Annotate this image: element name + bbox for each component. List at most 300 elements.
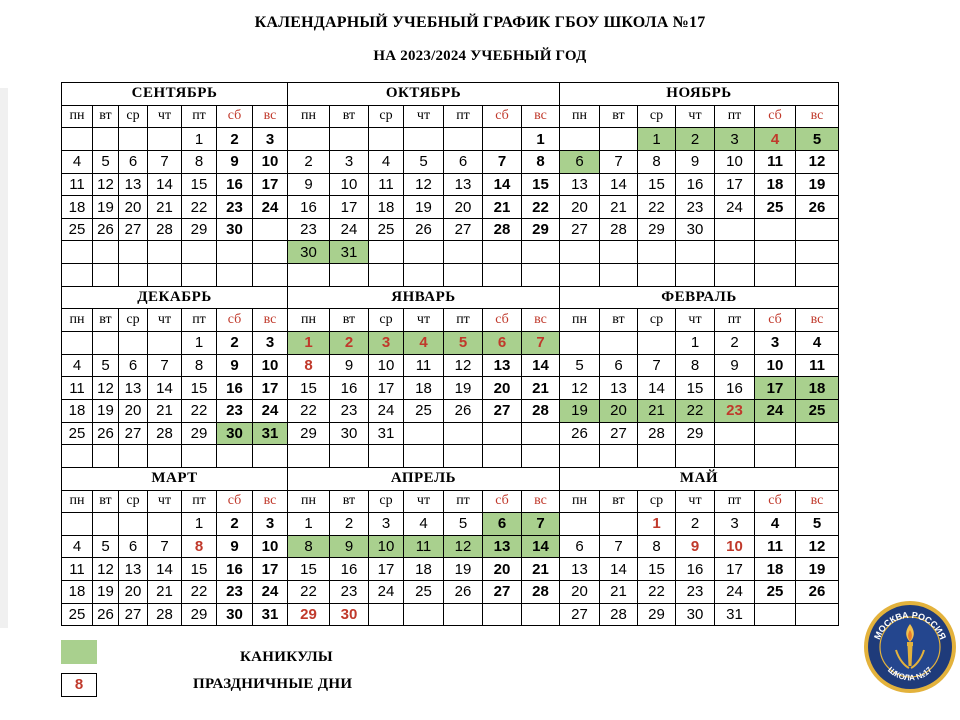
weekday-header: пн xyxy=(288,490,330,513)
day-cell: 14 xyxy=(638,377,676,400)
day-cell: 24 xyxy=(369,581,404,604)
day-cell: 7 xyxy=(522,332,560,355)
weekday-header: пт xyxy=(182,490,217,513)
empty-day-cell xyxy=(715,218,755,241)
day-cell: 14 xyxy=(600,173,638,196)
empty-day-cell xyxy=(444,128,483,151)
day-cell: 16 xyxy=(330,558,369,581)
day-cell: 5 xyxy=(560,354,600,377)
day-cell: 15 xyxy=(638,558,676,581)
empty-day-cell xyxy=(330,445,369,468)
empty-day-cell xyxy=(148,128,182,151)
empty-day-cell xyxy=(62,264,93,287)
day-cell: 26 xyxy=(560,422,600,445)
day-cell: 24 xyxy=(330,218,369,241)
day-cell: 25 xyxy=(755,581,796,604)
day-cell: 19 xyxy=(93,399,119,422)
day-cell: 13 xyxy=(119,377,148,400)
day-cell: 12 xyxy=(796,150,839,173)
day-cell: 21 xyxy=(600,196,638,219)
empty-day-cell xyxy=(676,445,715,468)
day-cell: 18 xyxy=(755,558,796,581)
day-cell: 31 xyxy=(253,603,288,626)
empty-day-cell xyxy=(62,241,93,264)
day-cell: 1 xyxy=(288,513,330,536)
day-cell: 9 xyxy=(217,354,253,377)
empty-day-cell xyxy=(330,128,369,151)
day-cell: 11 xyxy=(62,377,93,400)
day-cell: 22 xyxy=(288,399,330,422)
empty-day-cell xyxy=(62,445,93,468)
empty-day-cell xyxy=(119,264,148,287)
empty-day-cell xyxy=(93,128,119,151)
page-edge xyxy=(0,88,8,628)
empty-day-cell xyxy=(796,241,839,264)
weekday-header: ср xyxy=(119,309,148,332)
empty-day-cell xyxy=(444,241,483,264)
day-cell: 20 xyxy=(560,196,600,219)
day-cell: 21 xyxy=(600,581,638,604)
day-cell: 15 xyxy=(522,173,560,196)
month-name: ЯНВАРЬ xyxy=(288,286,560,309)
day-cell: 15 xyxy=(638,173,676,196)
empty-day-cell xyxy=(600,264,638,287)
day-cell: 7 xyxy=(638,354,676,377)
day-cell: 23 xyxy=(217,581,253,604)
day-cell: 27 xyxy=(444,218,483,241)
empty-day-cell xyxy=(62,332,93,355)
day-cell: 18 xyxy=(62,196,93,219)
day-cell: 19 xyxy=(796,558,839,581)
page-title: КАЛЕНДАРНЫЙ УЧЕБНЫЙ ГРАФИК ГБОУ ШКОЛА №17 xyxy=(254,14,706,31)
weekday-header: ср xyxy=(638,309,676,332)
month-name: ДЕКАБРЬ xyxy=(62,286,288,309)
day-cell: 2 xyxy=(217,128,253,151)
empty-day-cell xyxy=(600,332,638,355)
weekday-header: ср xyxy=(369,490,404,513)
day-cell: 2 xyxy=(288,150,330,173)
day-cell: 13 xyxy=(444,173,483,196)
day-cell: 24 xyxy=(253,196,288,219)
day-cell: 1 xyxy=(522,128,560,151)
day-cell: 8 xyxy=(522,150,560,173)
day-cell: 14 xyxy=(148,558,182,581)
day-cell: 8 xyxy=(182,354,217,377)
day-cell: 16 xyxy=(288,196,330,219)
weekday-header: вт xyxy=(330,490,369,513)
day-cell: 20 xyxy=(483,377,522,400)
day-cell: 22 xyxy=(638,581,676,604)
empty-day-cell xyxy=(522,264,560,287)
day-cell: 2 xyxy=(217,332,253,355)
day-cell: 4 xyxy=(796,332,839,355)
day-cell: 17 xyxy=(253,558,288,581)
weekday-header: чт xyxy=(404,490,444,513)
day-cell: 3 xyxy=(369,513,404,536)
day-cell: 27 xyxy=(560,603,600,626)
day-cell: 29 xyxy=(182,422,217,445)
day-cell: 14 xyxy=(148,173,182,196)
day-cell: 7 xyxy=(600,150,638,173)
day-cell: 31 xyxy=(253,422,288,445)
day-cell: 3 xyxy=(253,332,288,355)
day-cell: 1 xyxy=(182,513,217,536)
empty-day-cell xyxy=(404,445,444,468)
empty-day-cell xyxy=(369,128,404,151)
day-cell: 2 xyxy=(715,332,755,355)
day-cell: 13 xyxy=(483,354,522,377)
weekday-header: пн xyxy=(288,105,330,128)
day-cell: 16 xyxy=(217,558,253,581)
empty-day-cell xyxy=(796,603,839,626)
day-cell: 17 xyxy=(330,196,369,219)
empty-day-cell xyxy=(93,241,119,264)
day-cell: 6 xyxy=(560,535,600,558)
weekday-header: пн xyxy=(560,105,600,128)
empty-day-cell xyxy=(119,128,148,151)
empty-day-cell xyxy=(369,241,404,264)
day-cell: 1 xyxy=(288,332,330,355)
legend-holiday-swatch: 8 xyxy=(61,673,97,697)
day-cell: 14 xyxy=(522,535,560,558)
empty-day-cell xyxy=(119,513,148,536)
day-cell: 12 xyxy=(796,535,839,558)
day-cell: 3 xyxy=(755,332,796,355)
weekday-header: сб xyxy=(217,105,253,128)
day-cell: 10 xyxy=(755,354,796,377)
legend-holiday-label: ПРАЗДНИЧНЫЕ ДНИ xyxy=(193,676,353,692)
empty-day-cell xyxy=(288,128,330,151)
day-cell: 23 xyxy=(330,581,369,604)
day-cell: 22 xyxy=(288,581,330,604)
empty-day-cell xyxy=(796,445,839,468)
empty-day-cell xyxy=(560,264,600,287)
day-cell: 7 xyxy=(483,150,522,173)
day-cell: 6 xyxy=(600,354,638,377)
day-cell: 26 xyxy=(93,603,119,626)
empty-day-cell xyxy=(369,445,404,468)
day-cell: 18 xyxy=(404,558,444,581)
empty-day-cell xyxy=(288,264,330,287)
day-cell: 6 xyxy=(119,150,148,173)
day-cell: 16 xyxy=(217,377,253,400)
weekday-header: вс xyxy=(522,309,560,332)
day-cell: 8 xyxy=(182,150,217,173)
day-cell: 19 xyxy=(560,399,600,422)
empty-day-cell xyxy=(404,128,444,151)
empty-day-cell xyxy=(148,513,182,536)
weekday-header: вт xyxy=(330,105,369,128)
day-cell: 13 xyxy=(600,377,638,400)
day-cell: 24 xyxy=(369,399,404,422)
day-cell: 26 xyxy=(796,196,839,219)
day-cell: 28 xyxy=(148,218,182,241)
day-cell: 15 xyxy=(288,558,330,581)
empty-day-cell xyxy=(217,445,253,468)
empty-day-cell xyxy=(148,241,182,264)
day-cell: 9 xyxy=(715,354,755,377)
day-cell: 30 xyxy=(676,218,715,241)
empty-day-cell xyxy=(62,513,93,536)
empty-day-cell xyxy=(755,218,796,241)
weekday-header: пт xyxy=(444,490,483,513)
day-cell: 19 xyxy=(444,377,483,400)
weekday-header: ср xyxy=(369,309,404,332)
empty-day-cell xyxy=(483,445,522,468)
empty-day-cell xyxy=(444,264,483,287)
day-cell: 1 xyxy=(638,513,676,536)
empty-day-cell xyxy=(600,513,638,536)
empty-day-cell xyxy=(253,241,288,264)
day-cell: 30 xyxy=(330,603,369,626)
day-cell: 29 xyxy=(676,422,715,445)
day-cell: 28 xyxy=(638,422,676,445)
day-cell: 22 xyxy=(182,196,217,219)
empty-day-cell xyxy=(715,241,755,264)
day-cell: 10 xyxy=(253,354,288,377)
empty-day-cell xyxy=(148,264,182,287)
day-cell: 27 xyxy=(560,218,600,241)
day-cell: 12 xyxy=(404,173,444,196)
weekday-header: сб xyxy=(755,309,796,332)
day-cell: 15 xyxy=(182,558,217,581)
day-cell: 26 xyxy=(444,581,483,604)
day-cell: 11 xyxy=(404,354,444,377)
weekday-header: ср xyxy=(638,105,676,128)
empty-day-cell xyxy=(638,332,676,355)
day-cell: 6 xyxy=(119,354,148,377)
weekday-header: пн xyxy=(62,309,93,332)
day-cell: 11 xyxy=(404,535,444,558)
legend-vacation-swatch xyxy=(61,640,97,664)
weekday-header: сб xyxy=(217,490,253,513)
month-name: ФЕВРАЛЬ xyxy=(560,286,839,309)
day-cell: 18 xyxy=(755,173,796,196)
day-cell: 31 xyxy=(330,241,369,264)
weekday-header: ср xyxy=(638,490,676,513)
empty-day-cell xyxy=(404,264,444,287)
day-cell: 16 xyxy=(676,173,715,196)
day-cell: 19 xyxy=(93,196,119,219)
day-cell: 26 xyxy=(93,422,119,445)
day-cell: 4 xyxy=(755,513,796,536)
day-cell: 16 xyxy=(330,377,369,400)
day-cell: 7 xyxy=(600,535,638,558)
empty-day-cell xyxy=(560,241,600,264)
empty-day-cell xyxy=(288,445,330,468)
day-cell: 30 xyxy=(330,422,369,445)
day-cell: 10 xyxy=(253,150,288,173)
day-cell: 14 xyxy=(522,354,560,377)
day-cell: 20 xyxy=(444,196,483,219)
day-cell: 27 xyxy=(600,422,638,445)
weekday-header: вт xyxy=(600,309,638,332)
day-cell: 29 xyxy=(182,603,217,626)
empty-day-cell xyxy=(182,445,217,468)
weekday-header: пт xyxy=(182,309,217,332)
day-cell: 25 xyxy=(404,399,444,422)
day-cell: 29 xyxy=(638,218,676,241)
day-cell: 4 xyxy=(404,513,444,536)
day-cell: 16 xyxy=(715,377,755,400)
day-cell: 8 xyxy=(638,535,676,558)
weekday-header: пт xyxy=(444,309,483,332)
weekday-header: вт xyxy=(93,105,119,128)
empty-day-cell xyxy=(522,603,560,626)
day-cell: 8 xyxy=(182,535,217,558)
empty-day-cell xyxy=(755,241,796,264)
empty-day-cell xyxy=(600,445,638,468)
day-cell: 7 xyxy=(148,150,182,173)
day-cell: 3 xyxy=(369,332,404,355)
day-cell: 22 xyxy=(522,196,560,219)
empty-day-cell xyxy=(483,241,522,264)
weekday-header: сб xyxy=(217,309,253,332)
weekday-header: пн xyxy=(62,105,93,128)
day-cell: 27 xyxy=(483,581,522,604)
weekday-header: чт xyxy=(676,490,715,513)
weekday-header: вс xyxy=(796,309,839,332)
day-cell: 2 xyxy=(676,128,715,151)
day-cell: 8 xyxy=(288,535,330,558)
weekday-header: пт xyxy=(444,105,483,128)
day-cell: 3 xyxy=(253,128,288,151)
day-cell: 13 xyxy=(560,173,600,196)
day-cell: 11 xyxy=(796,354,839,377)
page-subtitle: НА 2023/2024 УЧЕБНЫЙ ГОД xyxy=(373,48,587,64)
day-cell: 10 xyxy=(715,150,755,173)
empty-day-cell xyxy=(522,445,560,468)
day-cell: 29 xyxy=(638,603,676,626)
day-cell: 19 xyxy=(796,173,839,196)
day-cell: 23 xyxy=(330,399,369,422)
day-cell: 29 xyxy=(182,218,217,241)
day-cell: 10 xyxy=(330,173,369,196)
empty-day-cell xyxy=(560,445,600,468)
day-cell: 15 xyxy=(182,173,217,196)
day-cell: 23 xyxy=(715,399,755,422)
day-cell: 18 xyxy=(62,581,93,604)
day-cell: 21 xyxy=(638,399,676,422)
empty-day-cell xyxy=(253,445,288,468)
day-cell: 21 xyxy=(483,196,522,219)
day-cell: 9 xyxy=(676,535,715,558)
weekday-header: чт xyxy=(148,309,182,332)
day-cell: 25 xyxy=(62,603,93,626)
empty-day-cell xyxy=(560,332,600,355)
day-cell: 11 xyxy=(62,173,93,196)
month-name: МАЙ xyxy=(560,467,839,490)
day-cell: 25 xyxy=(62,218,93,241)
day-cell: 27 xyxy=(483,399,522,422)
day-cell: 13 xyxy=(119,558,148,581)
empty-day-cell xyxy=(560,128,600,151)
weekday-header: вт xyxy=(330,309,369,332)
day-cell: 2 xyxy=(676,513,715,536)
day-cell: 9 xyxy=(330,354,369,377)
day-cell: 18 xyxy=(62,399,93,422)
day-cell: 5 xyxy=(93,150,119,173)
day-cell: 30 xyxy=(288,241,330,264)
day-cell: 16 xyxy=(217,173,253,196)
day-cell: 15 xyxy=(182,377,217,400)
weekday-header: вт xyxy=(600,490,638,513)
day-cell: 25 xyxy=(62,422,93,445)
weekday-header: пн xyxy=(62,490,93,513)
day-cell: 31 xyxy=(715,603,755,626)
day-cell: 22 xyxy=(182,399,217,422)
day-cell: 2 xyxy=(330,332,369,355)
day-cell: 23 xyxy=(676,581,715,604)
empty-day-cell xyxy=(253,264,288,287)
day-cell: 30 xyxy=(217,422,253,445)
day-cell: 10 xyxy=(369,535,404,558)
empty-day-cell xyxy=(62,128,93,151)
weekday-header: пн xyxy=(288,309,330,332)
empty-day-cell xyxy=(755,445,796,468)
day-cell: 11 xyxy=(755,535,796,558)
empty-day-cell xyxy=(217,264,253,287)
empty-day-cell xyxy=(444,603,483,626)
month-name: АПРЕЛЬ xyxy=(288,467,560,490)
weekday-header: вс xyxy=(253,490,288,513)
month-name: НОЯБРЬ xyxy=(560,83,839,106)
weekday-header: сб xyxy=(755,490,796,513)
day-cell: 18 xyxy=(796,377,839,400)
weekday-header: сб xyxy=(483,309,522,332)
day-cell: 4 xyxy=(62,354,93,377)
day-cell: 3 xyxy=(715,513,755,536)
day-cell: 22 xyxy=(638,196,676,219)
day-cell: 23 xyxy=(676,196,715,219)
day-cell: 28 xyxy=(148,422,182,445)
empty-day-cell xyxy=(715,445,755,468)
empty-day-cell xyxy=(755,264,796,287)
day-cell: 18 xyxy=(404,377,444,400)
empty-day-cell xyxy=(93,332,119,355)
empty-day-cell xyxy=(600,241,638,264)
day-cell: 17 xyxy=(715,173,755,196)
day-cell: 3 xyxy=(253,513,288,536)
day-cell: 22 xyxy=(676,399,715,422)
weekday-header: вс xyxy=(796,490,839,513)
day-cell: 19 xyxy=(93,581,119,604)
day-cell: 12 xyxy=(93,558,119,581)
day-cell: 30 xyxy=(217,218,253,241)
empty-day-cell xyxy=(715,264,755,287)
weekday-header: чт xyxy=(676,309,715,332)
weekday-header: сб xyxy=(483,490,522,513)
empty-day-cell xyxy=(796,218,839,241)
empty-day-cell xyxy=(404,603,444,626)
weekday-header: вт xyxy=(600,105,638,128)
day-cell: 28 xyxy=(522,399,560,422)
weekday-header: чт xyxy=(676,105,715,128)
empty-day-cell xyxy=(483,128,522,151)
empty-day-cell xyxy=(444,422,483,445)
day-cell: 24 xyxy=(253,581,288,604)
empty-day-cell xyxy=(638,264,676,287)
day-cell: 17 xyxy=(253,173,288,196)
month-name: ОКТЯБРЬ xyxy=(288,83,560,106)
empty-day-cell xyxy=(148,332,182,355)
day-cell: 21 xyxy=(148,196,182,219)
empty-day-cell xyxy=(715,422,755,445)
day-cell: 6 xyxy=(119,535,148,558)
empty-day-cell xyxy=(755,422,796,445)
day-cell: 28 xyxy=(148,603,182,626)
day-cell: 8 xyxy=(638,150,676,173)
